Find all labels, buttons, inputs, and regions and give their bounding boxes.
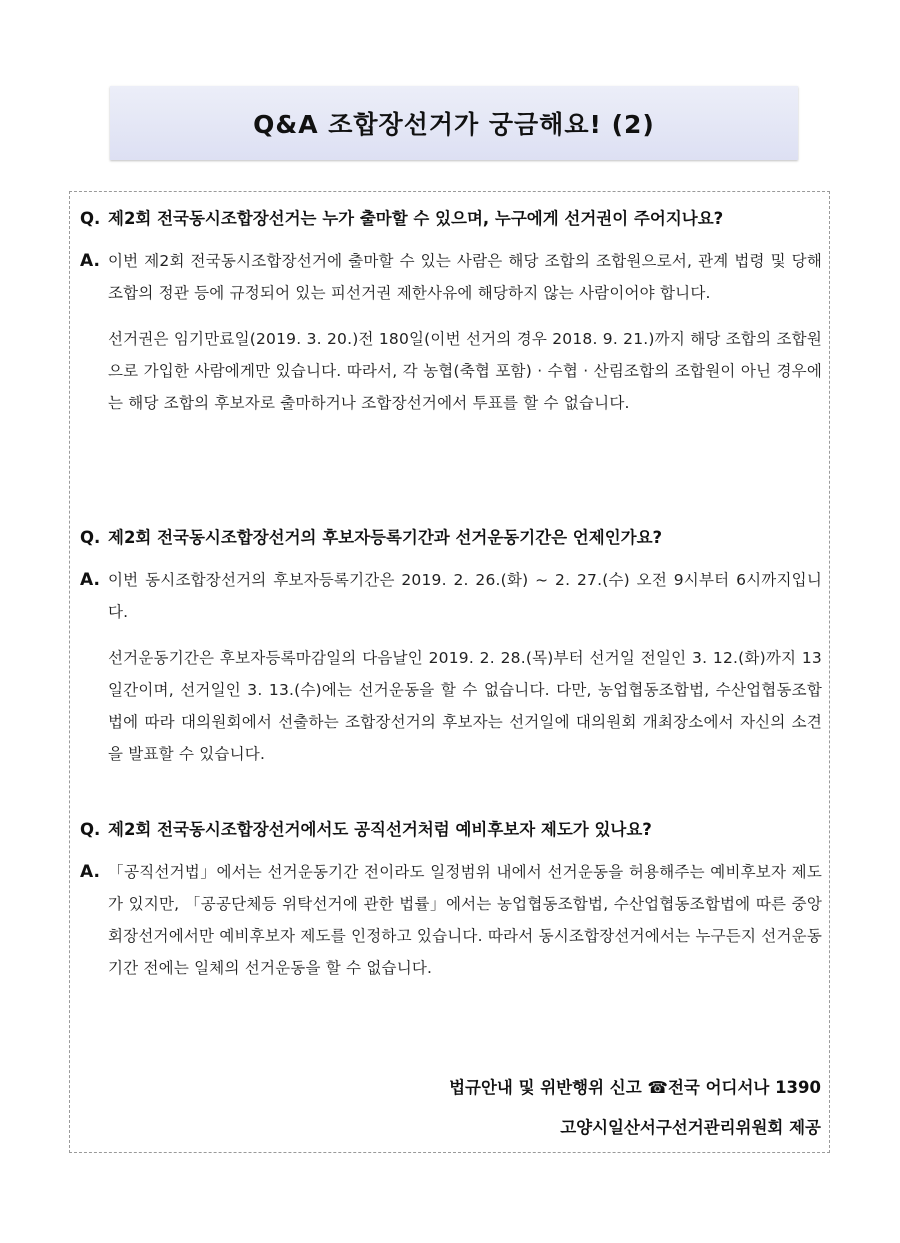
answer-mark: A. xyxy=(80,862,100,882)
answer-mark: A. xyxy=(80,251,100,271)
question-text: 제2회 전국동시조합장선거는 누가 출마할 수 있으며, 누구에게 선거권이 주어지나요? xyxy=(108,209,724,228)
qa-content-box xyxy=(69,191,830,1153)
question-mark: Q. xyxy=(80,528,101,547)
report-hotline: 법규안내 및 위반행위 신고 ☎전국 어디서나 1390 xyxy=(449,1078,821,1097)
answer-paragraph: 선거운동기간은 후보자등록마감일의 다음날인 2019. 2. 28.(목)부터 선거일 전일인 3. 12.(화)까지 13일간이며, 선거일인 3. 13.(수)에는 선거운동을 할 수 없습니다. 다만, 농업협동조합법, 수산업협동조합법에 따라 대의원회에서 선출하는 조합장선거의 후보자는 선거일에 대의원회 개최장소에서 자신의 소견을 발표할 수 있습니다. xyxy=(108,649,822,763)
answer-mark: A. xyxy=(80,570,100,590)
provider-credit: 고양시일산서구선거관리위원회 제공 xyxy=(560,1118,821,1137)
question-mark: Q. xyxy=(80,209,101,228)
qa-item-1 xyxy=(80,207,822,419)
answer-2 xyxy=(80,564,822,770)
page-title: Q&A 조합장선거가 궁금해요! (2) xyxy=(253,110,655,139)
answer-paragraph: 선거권은 임기만료일(2019. 3. 20.)전 180일(이번 선거의 경우 2018. 9. 21.)까지 해당 조합의 조합원으로 가입한 사람에게만 있습니다. 따라서, 각 농협(축협 포함) · 수협 · 산림조합의 조합원이 아닌 경우에는 해당 조합의 후보자로 출마하거나 조합장선거에서 투표를 할 수 없습니다. xyxy=(108,330,822,412)
footer xyxy=(449,1068,821,1148)
question-1 xyxy=(80,207,822,231)
question-mark: Q. xyxy=(80,820,101,839)
title-banner xyxy=(110,86,798,160)
answer-1 xyxy=(80,245,822,419)
question-text: 제2회 전국동시조합장선거의 후보자등록기간과 선거운동기간은 언제인가요? xyxy=(108,528,663,547)
question-3 xyxy=(80,818,822,842)
answer-paragraph: 이번 제2회 전국동시조합장선거에 출마할 수 있는 사람은 해당 조합의 조합원으로서, 관계 법령 및 당해 조합의 정관 등에 규정되어 있는 피선거권 제한사유에 해당하지 않는 사람이어야 합니다. xyxy=(108,252,822,302)
question-text: 제2회 전국동시조합장선거에서도 공직선거처럼 예비후보자 제도가 있나요? xyxy=(108,820,652,839)
question-2 xyxy=(80,526,822,550)
qa-item-3 xyxy=(80,818,822,984)
answer-3 xyxy=(80,856,822,984)
qa-item-2 xyxy=(80,526,822,770)
answer-paragraph: 「공직선거법」에서는 선거운동기간 전이라도 일정범위 내에서 선거운동을 허용해주는 예비후보자 제도가 있지만, 「공공단체등 위탁선거에 관한 법률」에서는 농업협동조합법, 수산업협동조합법에 따른 중앙회장선거에서만 예비후보자 제도를 인정하고 있습니다. 따라서 동시조합장선거에서는 누구든지 선거운동기간 전에는 일체의 선거운동을 할 수 없습니다. xyxy=(108,863,822,977)
answer-paragraph: 이번 동시조합장선거의 후보자등록기간은 2019. 2. 26.(화) ~ 2. 27.(수) 오전 9시부터 6시까지입니다. xyxy=(108,571,822,621)
